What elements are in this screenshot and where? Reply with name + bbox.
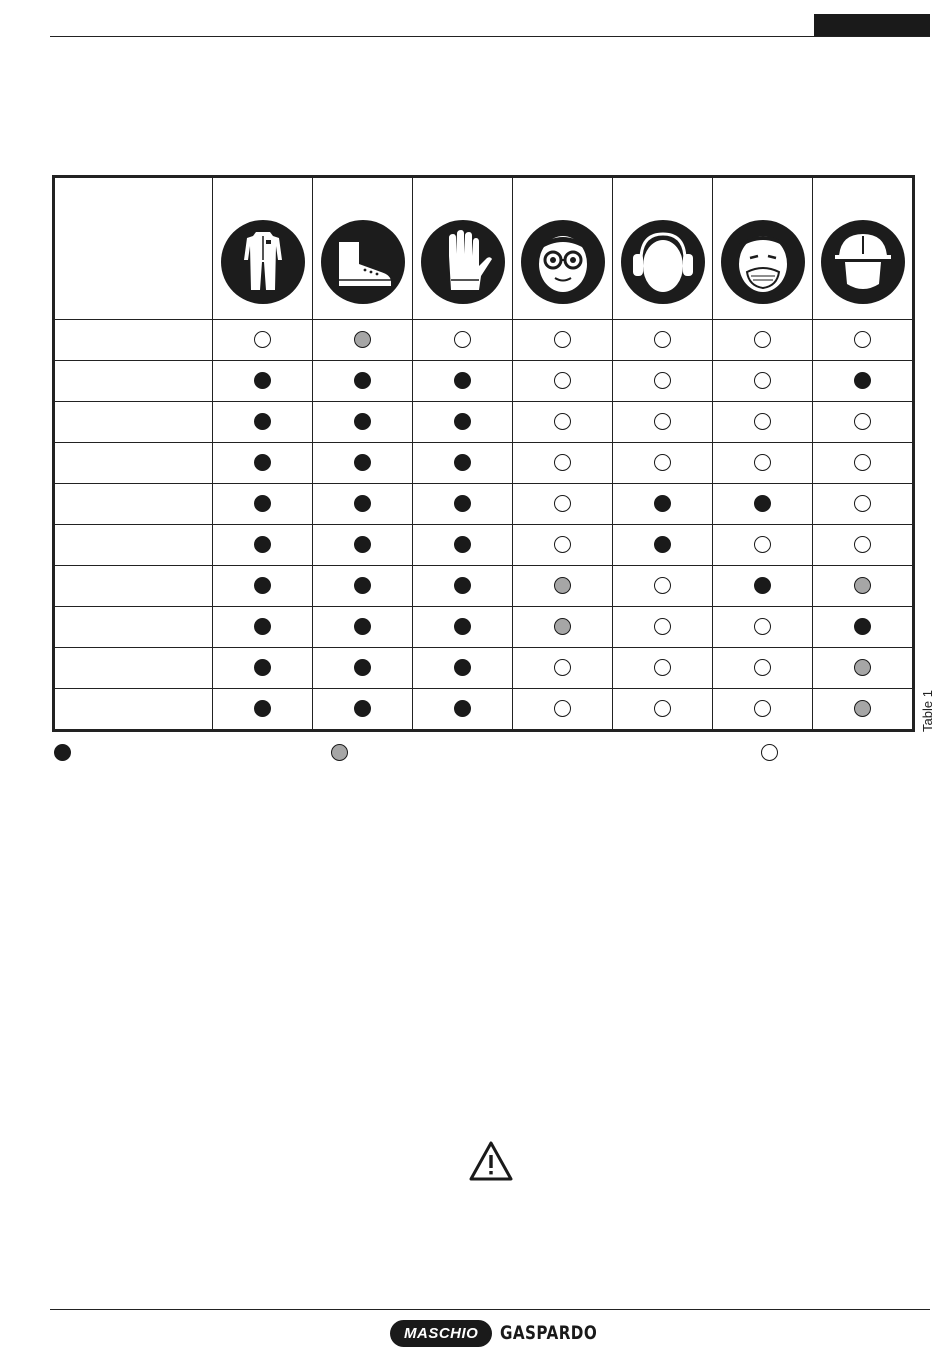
requirement-dot: [454, 454, 471, 471]
column-header-dust-mask: [713, 178, 813, 320]
section-tab: [814, 14, 930, 36]
requirement-dot: [754, 331, 771, 348]
table-cell: [513, 607, 613, 648]
table-cell: [313, 443, 413, 484]
requirement-dot: [754, 659, 771, 676]
requirement-dot: [554, 536, 571, 553]
table-cell: [513, 443, 613, 484]
requirement-dot: [454, 536, 471, 553]
table-cell: [713, 525, 813, 566]
requirement-dot: [754, 618, 771, 635]
column-header-shoe: [313, 178, 413, 320]
requirement-dot: [554, 372, 571, 389]
table-cell: [813, 689, 913, 730]
table-cell: [213, 648, 313, 689]
row-label: [55, 484, 213, 525]
footer-rule: [50, 1309, 930, 1310]
table-row: [55, 525, 913, 566]
requirement-dot: [554, 577, 571, 594]
requirement-dot: [454, 331, 471, 348]
requirement-dot: [854, 659, 871, 676]
requirement-dot: [554, 413, 571, 430]
table-row: [55, 689, 913, 730]
table-cell: [213, 402, 313, 443]
requirement-dot: [454, 659, 471, 676]
requirement-dot: [354, 659, 371, 676]
requirement-dot: [654, 413, 671, 430]
table-cell: [313, 320, 413, 361]
table-cell: [313, 689, 413, 730]
table-cell: [813, 525, 913, 566]
table-cell: [613, 361, 713, 402]
requirement-dot: [554, 700, 571, 717]
table-cell: [613, 607, 713, 648]
logo-gaspardo: GASPARDO: [500, 1322, 598, 1344]
requirement-dot: [854, 454, 871, 471]
table-cell: [713, 566, 813, 607]
table-cell: [313, 607, 413, 648]
table-cell: [513, 361, 613, 402]
table-cell: [613, 648, 713, 689]
table-cell: [813, 443, 913, 484]
requirement-dot: [754, 372, 771, 389]
warning-triangle-icon: [468, 1140, 514, 1182]
safety-helmet-icon: [821, 220, 905, 304]
table-cell: [213, 566, 313, 607]
row-label: [55, 689, 213, 730]
table-cell: [413, 607, 513, 648]
row-label: [55, 443, 213, 484]
table-row: [55, 607, 913, 648]
requirement-dot: [754, 495, 771, 512]
safety-shoe-icon: [321, 220, 405, 304]
requirement-dot: [354, 372, 371, 389]
table-cell: [813, 648, 913, 689]
table-cell: [213, 525, 313, 566]
table-cell: [313, 525, 413, 566]
requirement-dot: [354, 577, 371, 594]
requirement-dot: [654, 577, 671, 594]
requirement-dot: [654, 700, 671, 717]
row-label: [55, 361, 213, 402]
legend-optional-dot: [331, 744, 348, 761]
table-cell: [613, 566, 713, 607]
table-cell: [413, 484, 513, 525]
requirement-dot: [254, 700, 271, 717]
requirement-dot: [354, 700, 371, 717]
requirement-dot: [854, 495, 871, 512]
table-cell: [613, 402, 713, 443]
ppe-table: [52, 175, 915, 732]
requirement-dot: [254, 618, 271, 635]
requirement-dot: [354, 413, 371, 430]
requirement-dot: [654, 454, 671, 471]
table-cell: [413, 320, 513, 361]
requirement-dot: [254, 331, 271, 348]
requirement-dot: [754, 577, 771, 594]
table-cell: [413, 566, 513, 607]
table-cell: [413, 525, 513, 566]
table-cell: [213, 484, 313, 525]
requirement-dot: [254, 495, 271, 512]
table-cell: [813, 402, 913, 443]
brand-logo: [390, 1315, 622, 1351]
table-cell: [713, 648, 813, 689]
requirement-dot: [654, 372, 671, 389]
table-cell: [313, 361, 413, 402]
requirement-dot: [854, 413, 871, 430]
table-cell: [813, 320, 913, 361]
requirement-dot: [454, 413, 471, 430]
requirement-dot: [654, 618, 671, 635]
table-cell: [613, 320, 713, 361]
requirement-dot: [854, 331, 871, 348]
table-cell: [813, 361, 913, 402]
column-header-goggles: [513, 178, 613, 320]
table-cell: [313, 484, 413, 525]
table-cell: [313, 566, 413, 607]
table-row: [55, 402, 913, 443]
requirement-dot: [754, 536, 771, 553]
table-cell: [813, 484, 913, 525]
table-cell: [713, 484, 813, 525]
requirement-dot: [354, 331, 371, 348]
protective-glove-icon: [421, 220, 505, 304]
requirement-dot: [454, 495, 471, 512]
table-cell: [313, 402, 413, 443]
column-header-helmet: [813, 178, 913, 320]
row-label: [55, 607, 213, 648]
table-cell: [213, 361, 313, 402]
row-label: [55, 525, 213, 566]
row-label: [55, 566, 213, 607]
column-header-glove: [413, 178, 513, 320]
safety-goggles-icon: [521, 220, 605, 304]
table-cell: [513, 484, 613, 525]
requirement-dot: [654, 536, 671, 553]
requirement-dot: [554, 454, 571, 471]
logo-maschio: MASCHIO: [390, 1320, 492, 1347]
table-cell: [713, 402, 813, 443]
table-cell: [413, 689, 513, 730]
table-cell: [513, 525, 613, 566]
requirement-dot: [654, 659, 671, 676]
table-cell: [413, 361, 513, 402]
requirement-dot: [354, 454, 371, 471]
requirement-dot: [654, 495, 671, 512]
requirement-dot: [254, 372, 271, 389]
requirement-dot: [254, 577, 271, 594]
table-row: [55, 566, 913, 607]
table-cell: [813, 566, 913, 607]
requirement-dot: [454, 700, 471, 717]
requirement-dot: [354, 618, 371, 635]
table-cell: [213, 689, 313, 730]
table-cell: [613, 689, 713, 730]
ppe-grid: [54, 177, 913, 730]
table-cell: [213, 607, 313, 648]
table-row: [55, 648, 913, 689]
table-row: [55, 361, 913, 402]
column-header-overalls: [213, 178, 313, 320]
row-label: [55, 320, 213, 361]
table-cell: [413, 443, 513, 484]
row-label: [55, 648, 213, 689]
table-cell: [613, 525, 713, 566]
table-cell: [713, 689, 813, 730]
requirement-dot: [754, 700, 771, 717]
table-cell: [513, 402, 613, 443]
ear-defenders-icon: [621, 220, 705, 304]
requirement-dot: [254, 659, 271, 676]
requirement-dot: [254, 413, 271, 430]
table-cell: [713, 361, 813, 402]
table-row: [55, 443, 913, 484]
requirement-dot: [854, 372, 871, 389]
row-label: [55, 402, 213, 443]
table-cell: [213, 320, 313, 361]
table-cell: [713, 443, 813, 484]
requirement-dot: [554, 495, 571, 512]
table-row: [55, 484, 913, 525]
table-cell: [513, 566, 613, 607]
table-row: [55, 320, 913, 361]
requirement-dot: [654, 331, 671, 348]
table-caption: Table 1: [920, 690, 935, 732]
legend-not-required-dot: [761, 744, 778, 761]
icon-header-row: [55, 178, 913, 320]
requirement-dot: [354, 495, 371, 512]
table-cell: [713, 320, 813, 361]
header-corner-cell: [55, 178, 213, 320]
table-cell: [513, 320, 613, 361]
requirement-dot: [554, 331, 571, 348]
table-cell: [513, 689, 613, 730]
table-cell: [613, 484, 713, 525]
requirement-dot: [854, 700, 871, 717]
requirement-dot: [354, 536, 371, 553]
legend-required-dot: [54, 744, 71, 761]
requirement-dot: [854, 618, 871, 635]
requirement-dot: [454, 618, 471, 635]
column-header-ear-defenders: [613, 178, 713, 320]
overalls-icon: [221, 220, 305, 304]
requirement-dot: [854, 536, 871, 553]
table-cell: [413, 402, 513, 443]
requirement-dot: [554, 659, 571, 676]
table-cell: [613, 443, 713, 484]
table-cell: [713, 607, 813, 648]
requirement-dot: [254, 536, 271, 553]
dust-mask-icon: [721, 220, 805, 304]
table-cell: [813, 607, 913, 648]
table-cell: [513, 648, 613, 689]
requirement-dot: [854, 577, 871, 594]
requirement-dot: [454, 577, 471, 594]
table-cell: [413, 648, 513, 689]
requirement-dot: [254, 454, 271, 471]
table-cell: [213, 443, 313, 484]
requirement-dot: [554, 618, 571, 635]
requirement-dot: [754, 413, 771, 430]
requirement-dot: [754, 454, 771, 471]
requirement-dot: [454, 372, 471, 389]
table-cell: [313, 648, 413, 689]
header-rule: [50, 36, 930, 37]
